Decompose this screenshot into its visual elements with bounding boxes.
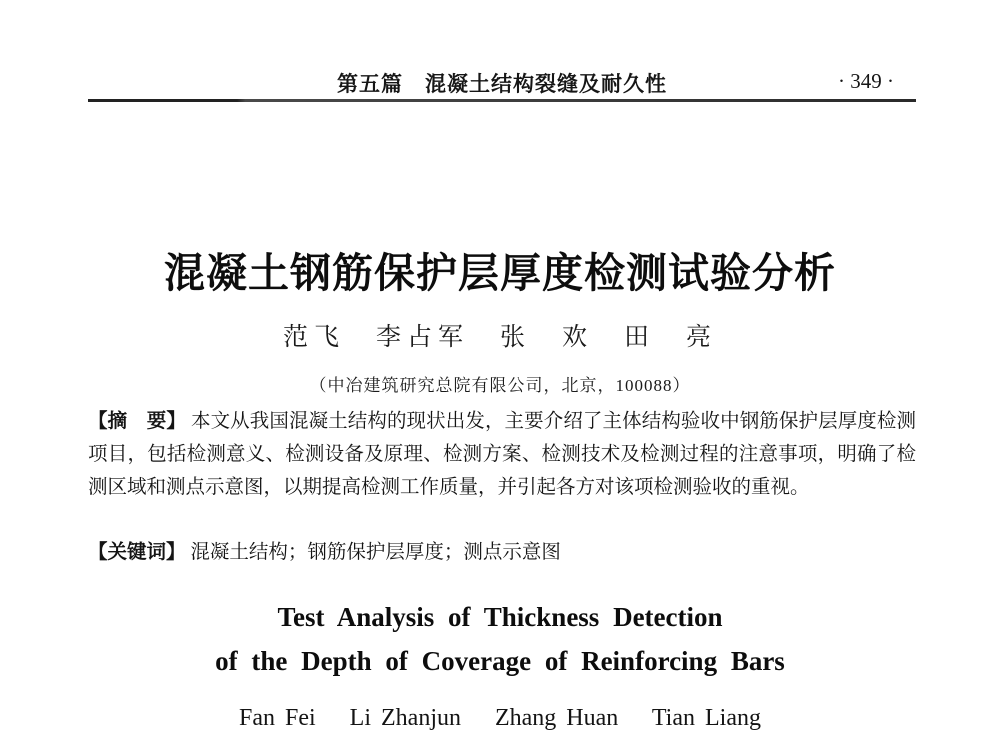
- authors-zh: 范飞 李占军 张 欢 田 亮: [282, 324, 717, 351]
- page-number: · 349 ·: [838, 69, 894, 93]
- header-rule: [88, 99, 916, 102]
- keywords-label: 【关键词】: [88, 541, 186, 563]
- keywords-paragraph: [88, 536, 916, 569]
- affiliation: （中冶建筑研究总院有限公司，北京，100088）: [309, 376, 691, 395]
- paper-title-zh: 混凝土钢筋保护层厚度检测试验分析: [164, 250, 836, 296]
- authors-en: Fan Fei Li Zhanjun Zhang Huan Tian Liang: [239, 705, 761, 731]
- paper-title-en-line2: of the Depth of Coverage of Reinforcing Bars: [215, 646, 785, 676]
- abstract-text: 本文从我国混凝土结构的现状出发，主要介绍了主体结构验收中钢筋保护层厚度检测项目，包括检测意义、检测设备及原理、检测方案、检测技术及检测过程的注意事项，明确了检测区域和测点示意图，以期提高检测工作质量，并引起各方对该项检测验收的重视。: [88, 411, 916, 498]
- keywords-text: 混凝土结构；钢筋保护层厚度；测点示意图: [190, 542, 561, 563]
- abstract-label: 【摘 要】: [88, 410, 186, 432]
- section-title: 第五篇 混凝土结构裂缝及耐久性: [337, 73, 667, 96]
- paper-title-en-line1: Test Analysis of Thickness Detection: [277, 602, 723, 632]
- running-header: [88, 68, 916, 98]
- abstract-paragraph: [88, 405, 916, 504]
